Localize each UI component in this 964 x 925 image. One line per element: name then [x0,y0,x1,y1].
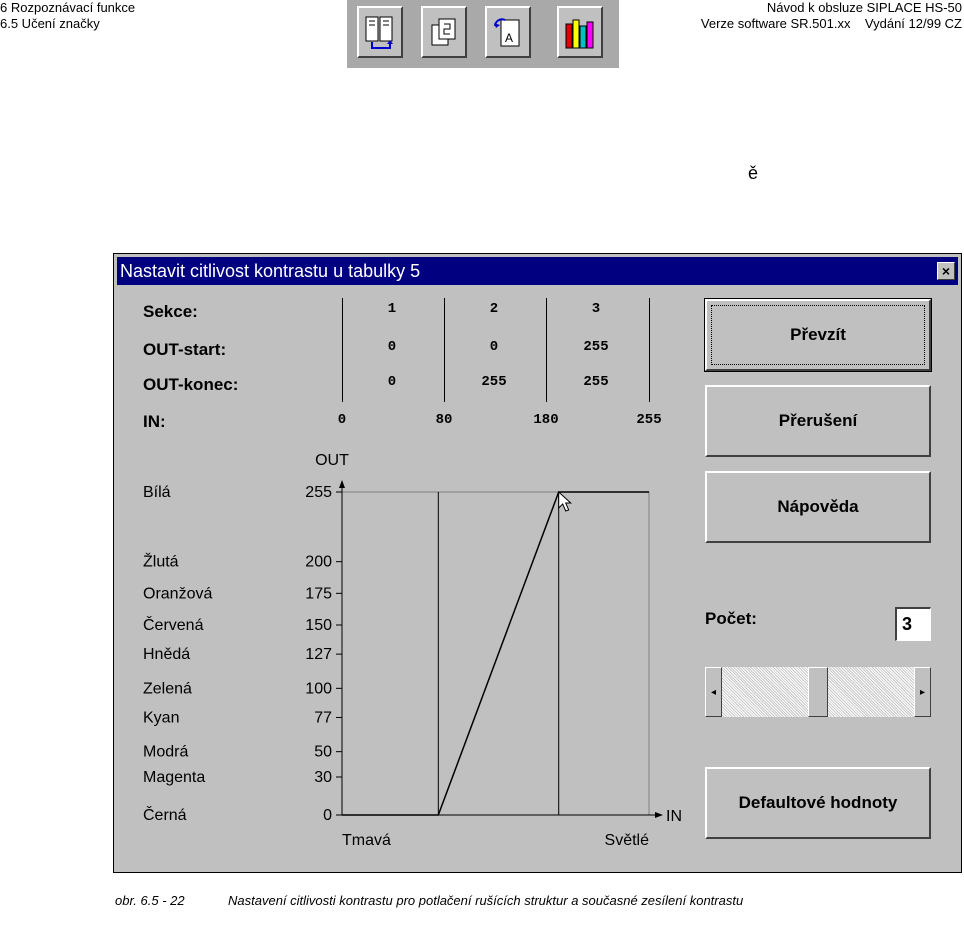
in-value: 180 [533,412,559,428]
scroll-left-button[interactable]: ◂ [705,667,722,717]
close-button[interactable]: × [937,262,955,280]
document-rotate-icon [493,16,523,50]
y-tick-label: 175 [305,585,332,603]
prevzit-label: Převzít [790,325,846,344]
out-konec-value: 255 [481,374,507,390]
page-header-right [701,0,962,32]
color-label: Oranžová [143,585,213,603]
color-label: Bílá [143,484,171,501]
x-axis-label-dark: Tmavá [342,832,391,849]
label-sekce: Sekce: [143,302,198,321]
preruseni-label: Přerušení [778,411,858,430]
x-axis-arrow [655,812,663,818]
label-out-start: OUT-start: [143,340,227,359]
out-start-value: 0 [489,339,499,355]
sections-button[interactable] [357,6,403,58]
y-axis-title: OUT [315,452,349,469]
y-tick-label: 255 [305,484,332,501]
contrast-curve-chart [114,254,694,864]
pocet-label: Počet: [705,609,757,628]
color-label: Modrá [143,743,189,761]
y-tick-label: 200 [305,553,332,571]
caption-text: Nastavení citlivosti kontrastu pro potlačení rušících struktur a současné zesílení kontrastu [228,893,744,908]
in-value: 80 [435,412,453,428]
dialog-title: Nastavit citlivost kontrastu u tabulky 5 [120,261,421,281]
color-label: Červená [143,617,204,634]
preruseni-button[interactable] [705,385,931,457]
color-label: Černá [143,807,187,824]
y-tick-label: 150 [305,617,332,634]
napoveda-button[interactable] [705,471,931,543]
contrast-dialog [113,253,962,873]
y-axis-arrow [339,480,345,488]
books-icon [565,16,595,50]
section-number: 1 [387,301,397,317]
pocet-input[interactable]: 3 [895,607,931,641]
napoveda-label: Nápověda [777,497,859,516]
section-number: 3 [591,301,601,317]
manual-title: Návod k obsluze SIPLACE HS-50 [766,0,962,15]
pages-button[interactable] [421,6,467,58]
color-label: Magenta [143,769,206,786]
scroll-track[interactable] [722,667,914,717]
y-tick-label: 30 [314,769,332,786]
section-number: 2 [489,301,499,317]
library-button[interactable] [557,6,603,58]
color-label: Kyan [143,709,180,727]
color-label: Zelená [143,680,192,698]
stray-character: ě [748,163,759,183]
in-value: 255 [636,412,662,428]
scroll-right-button[interactable]: ▸ [914,667,931,717]
x-axis-title: IN [666,808,682,825]
page-header-left [0,0,135,32]
y-tick-label: 77 [314,709,332,727]
version-info: Verze software SR.501.xx Vydání 12/99 CZ [700,16,962,31]
pocet-scrollbar[interactable] [705,667,931,717]
prevzit-button[interactable] [705,299,931,371]
chapter-title: 6 Rozpoznávací funkce [0,0,136,15]
color-label: Žlutá [143,553,179,571]
y-tick-label: 127 [305,646,332,664]
label-out-konec: OUT-konec: [143,375,239,394]
sections-icon [365,16,395,50]
mouse-cursor-icon [559,492,571,511]
focus-rectangle [711,305,925,365]
out-konec-value: 255 [583,374,609,390]
y-tick-label: 100 [305,680,332,698]
out-start-value: 255 [583,339,609,355]
color-label: Hnědá [143,646,191,664]
y-tick-label: 50 [314,743,332,761]
document-button[interactable] [485,6,531,58]
caption-number: obr. 6.5 - 22 [115,893,185,908]
out-konec-value: 0 [387,374,397,390]
section-title: 6.5 Učení značky [0,16,100,31]
x-axis-label-light: Světlé [604,832,649,849]
plot-frame [342,492,649,815]
label-in: IN: [143,412,166,431]
navigation-toolbar [347,0,619,68]
svg-text:A: A [505,31,514,45]
y-tick-label: 0 [323,807,332,824]
in-value: 0 [337,412,347,428]
out-start-value: 0 [387,339,397,355]
scroll-thumb[interactable] [808,667,828,717]
pages-icon [429,16,459,50]
contrast-curve [342,492,649,815]
defaults-label: Defaultové hodnoty [738,793,898,812]
defaults-button[interactable] [705,767,931,839]
